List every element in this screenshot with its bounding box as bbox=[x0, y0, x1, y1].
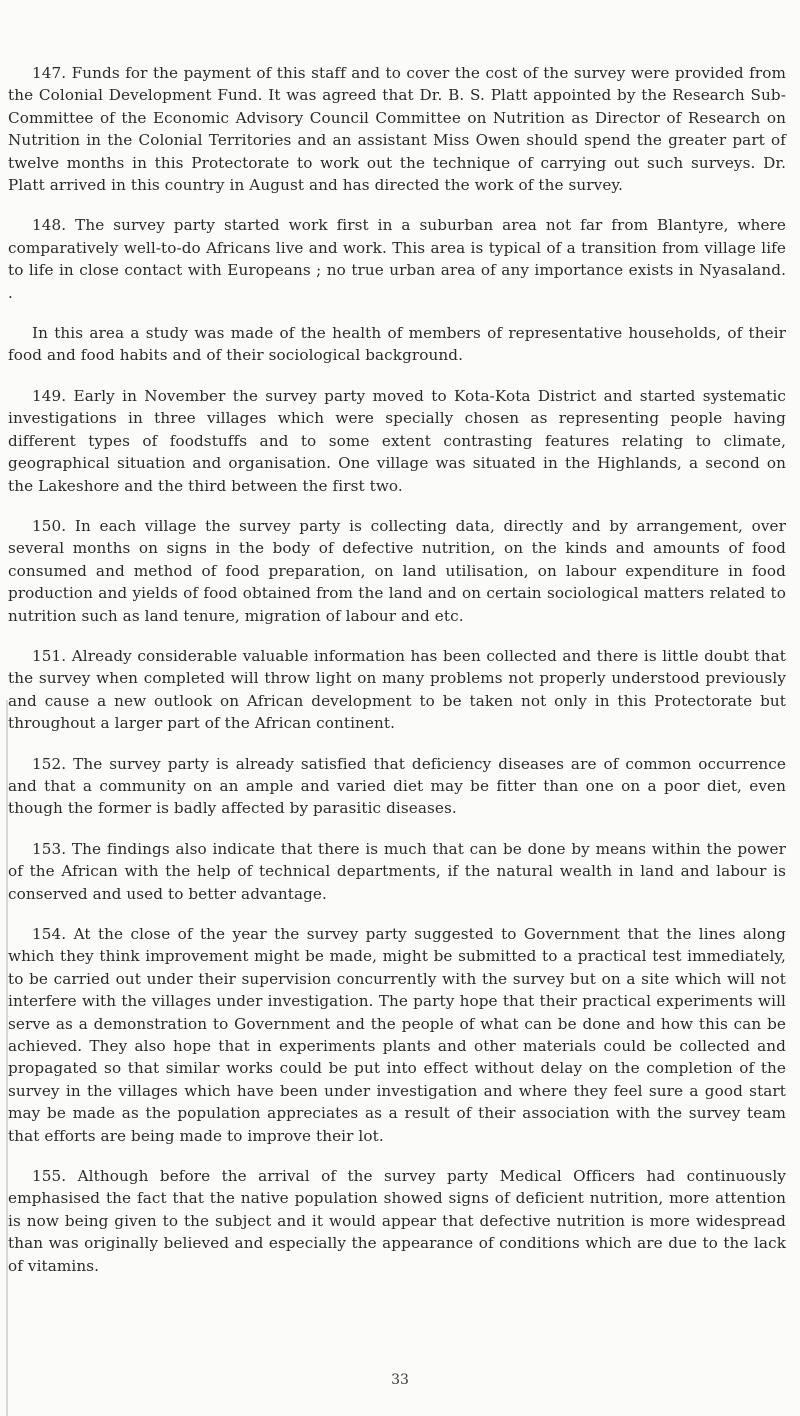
paragraph-151: 151. Already considerable valuable information has been collected and there is little doubt that the survey when completed will throw light on many problems not properly understood previously and cause a new outlook on African development to be taken not only in this Protectorate but throughout a larger part of the African continent. bbox=[8, 646, 786, 733]
paragraph-153: 153. The findings also indicate that there is much that can be done by means within the power of the African with the help of technical departments, if the natural wealth in land and labour is conserved and used to better advantage. bbox=[8, 839, 786, 903]
paragraph-155: 155. Although before the arrival of the survey party Medical Officers had continuously emphasised the fact that the native population showed signs of deficient nutrition, more attention is now being given to the subject and it would appear that defective nutrition is more widespread than was originally believed and especially the appearance of conditions which are due to the lack of vitamins. bbox=[8, 1167, 786, 1275]
paragraph-150: 150. In each village the survey party is collecting data, directly and by arrangement, over several months on signs in the body of defective nutrition, on the kinds and amounts of food consumed and method of food preparation, on land utilisation, on labour expenditure in food production and yields of food obtained from the land and on certain sociological matters related to nutrition such as land tenure, migration of labour and etc. bbox=[8, 516, 786, 625]
paragraph-148-continued: In this area a study was made of the health of members of representative households, of their food and food habits and of their sociological background. bbox=[8, 324, 786, 365]
paragraph-154: 154. At the close of the year the survey party suggested to Government that the lines along which they think improvement might be made, might be submitted to a practical test immediately, to be carried out under their supervision concurrently with the survey but on a site which will not interfere with the villages under investigation. The party hope that their practical experiments will serve as a demonstration to Government and the people of what can be done and how this can be achieved. They also hope that in experiments plants and other materials could be collected and propagated so that similar works could be put into effect without delay on the completion of the survey in the villages which have been under investigation and where they feel sure a good start may be made as the population appreciates as a result of their association with the survey team that efforts are being made to improve their lot. bbox=[8, 925, 786, 1145]
body-text bbox=[8, 62, 786, 1295]
page-number: 33 bbox=[391, 1372, 409, 1388]
paragraph-152: 152. The survey party is already satisfied that deficiency diseases are of common occurrence and that a community on an ample and varied diet may be fitter than one on a poor diet, even though the former is badly affected by parasitic diseases. bbox=[8, 754, 786, 818]
paragraph-149: 149. Early in November the survey party moved to Kota-Kota District and started systematic investigations in three villages which were specially chosen as representing people having different types of foodstuffs and to some extent contrasting features relating to climate, geographical situation and organisation. One village was situated in the Highlands, a second on the Lakeshore and the third between the first two. bbox=[8, 386, 786, 495]
paragraph-148: 148. The survey party started work first in a suburban area not far from Blantyre, where comparatively well-to-do Africans live and work. This area is typical of a transition from village life to life in close contact with Europeans ; no true urban area of any importance exists in Nyasaland. . bbox=[8, 216, 786, 302]
paragraph-147: 147. Funds for the payment of this staff and to cover the cost of the survey were provided from the Colonial Development Fund. It was agreed that Dr. B. S. Platt appointed by the Research Sub-Committee of the Economic Advisory Council Committee on Nutrition as Director of Research on Nutrition in the Colonial Territories and an assistant Miss Owen should spend the greater part of twelve months in this Protectorate to work out the technique of carrying out such surveys. Dr. Platt arrived in this country in August and has directed the work of the survey. bbox=[8, 64, 786, 195]
